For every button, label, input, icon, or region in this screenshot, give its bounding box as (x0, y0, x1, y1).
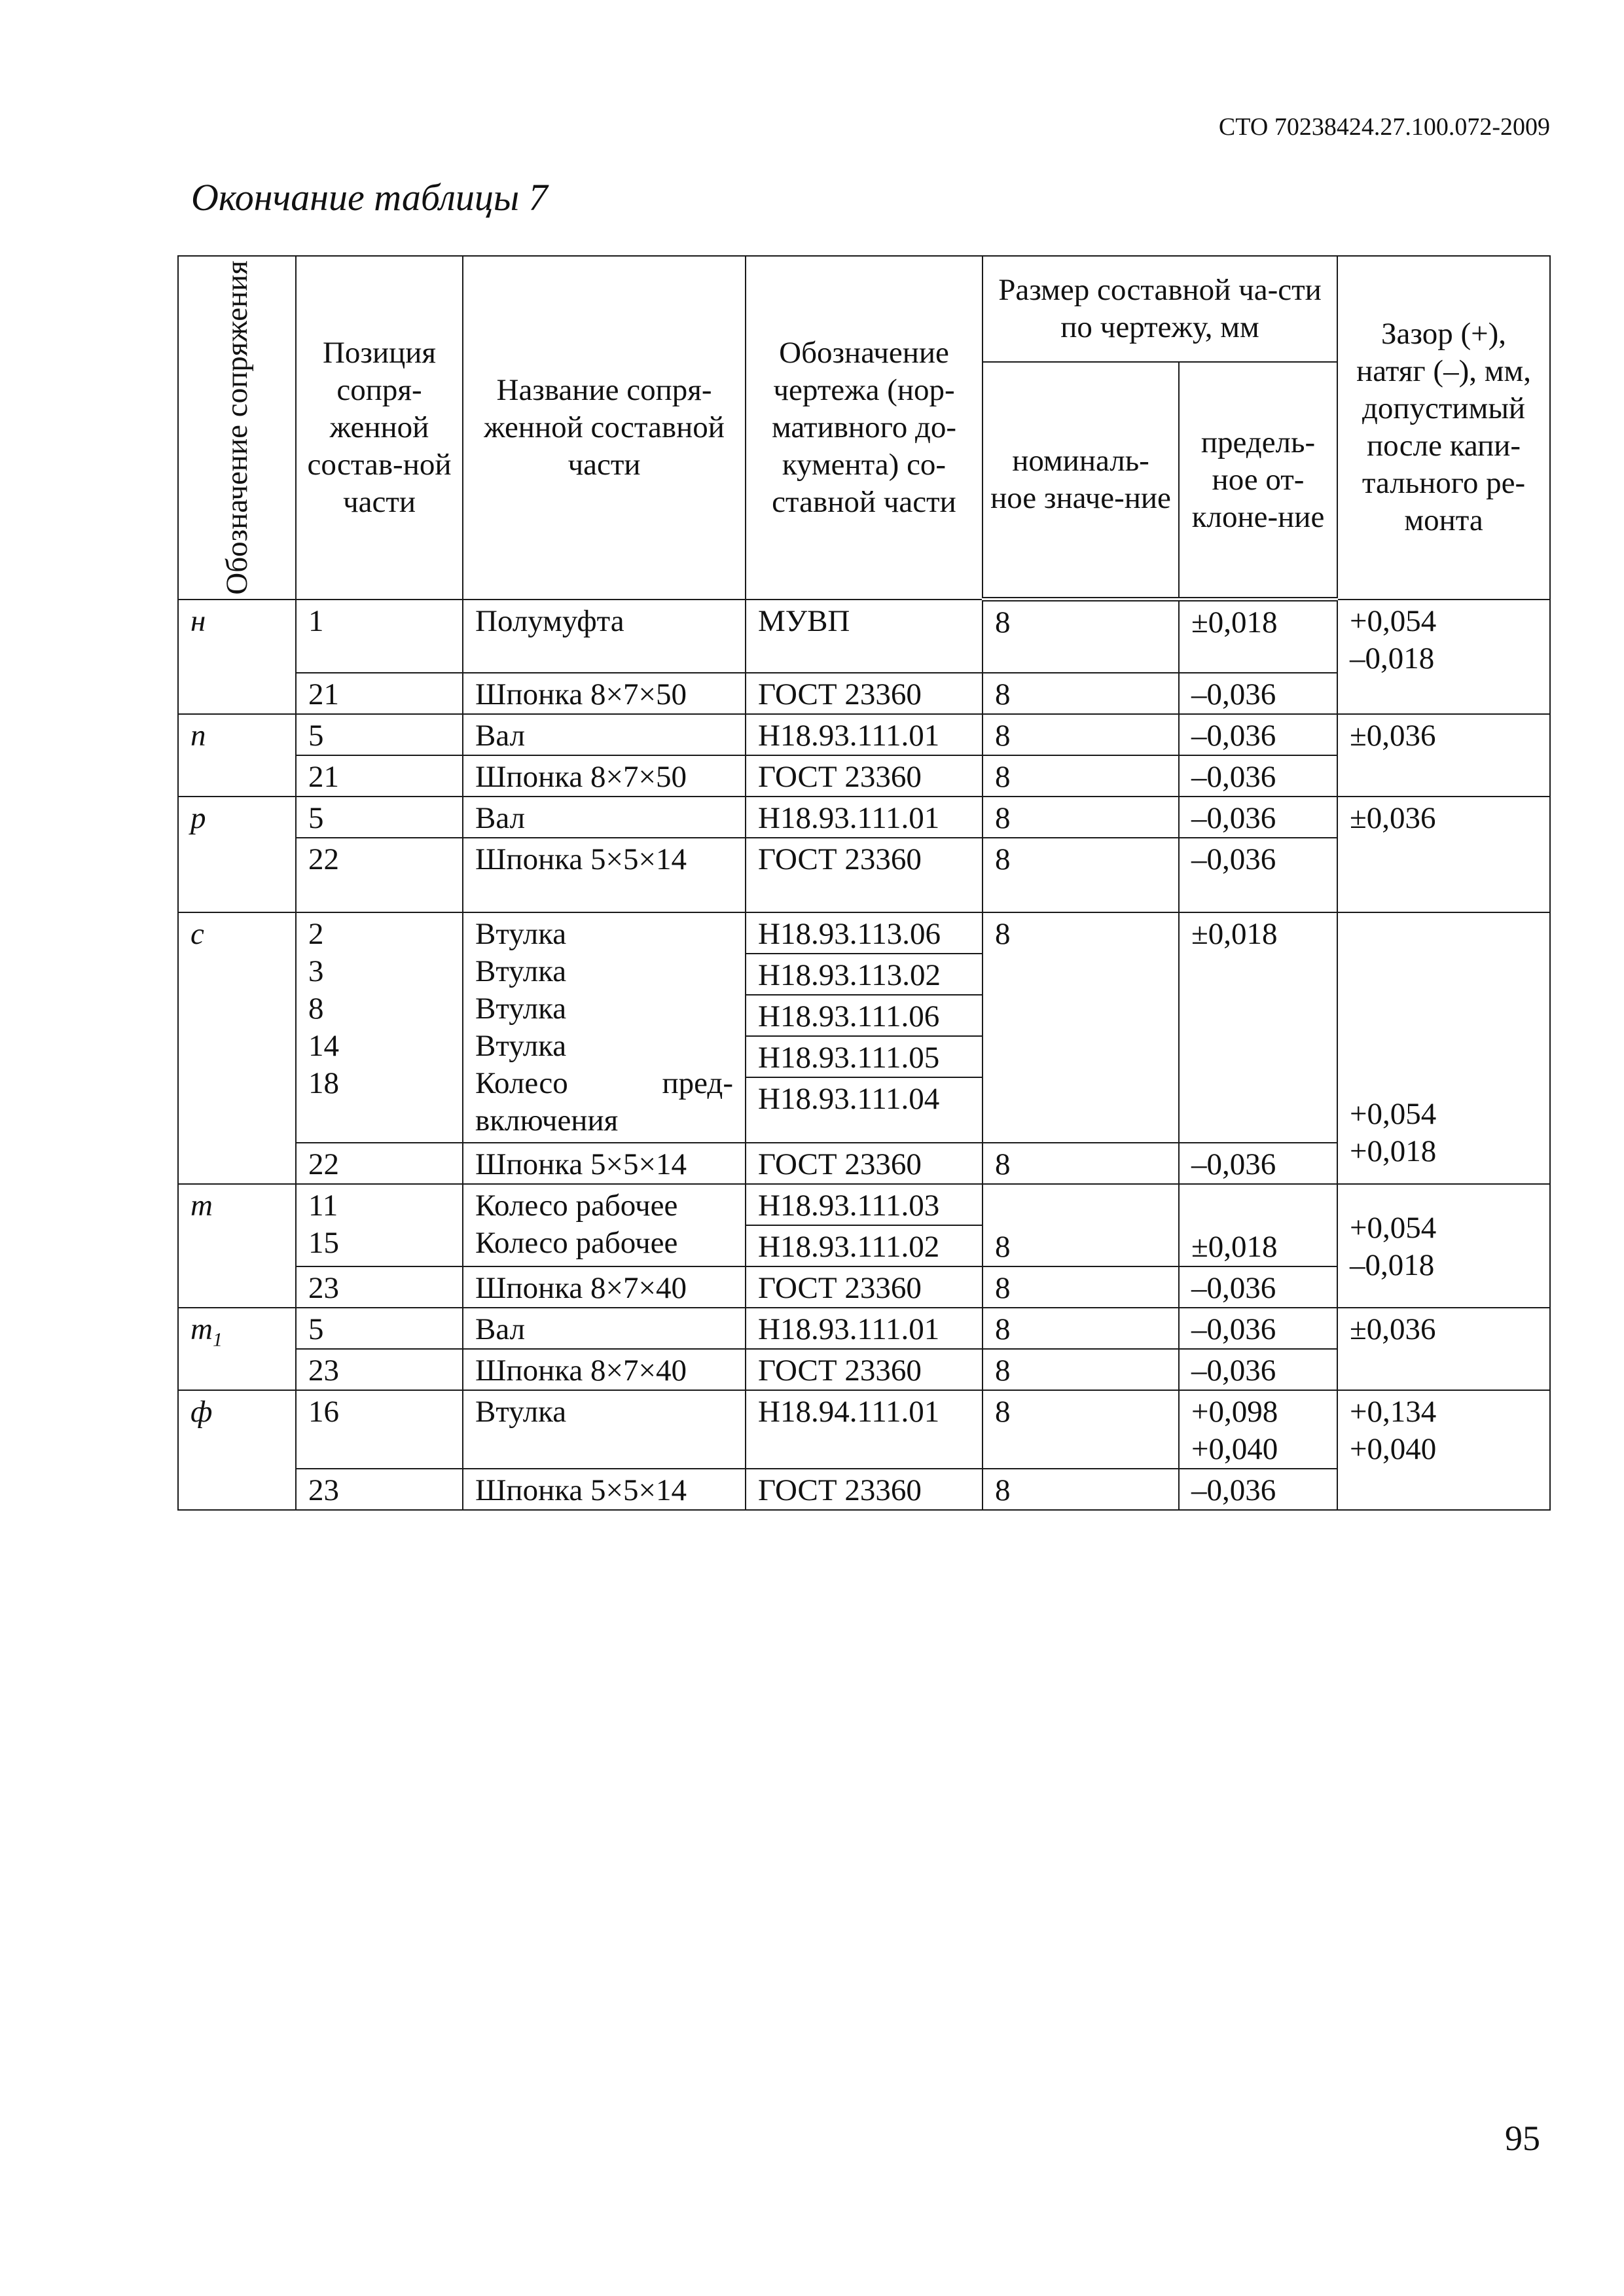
part-name-line: Втулка (475, 1028, 567, 1063)
part-name-cell: Шпонка 8×7×50 (463, 673, 746, 714)
document-code: СТО 70238424.27.100.072-2009 (1218, 113, 1550, 141)
drawing-cell: Н18.93.111.01 (746, 1308, 983, 1349)
nominal-cell: 8 (983, 1349, 1179, 1390)
mating-table-container (177, 255, 1549, 1511)
designation-letter: р (190, 800, 206, 835)
drawing-cell: ГОСТ 23360 (746, 1266, 983, 1308)
drawing-cell: Н18.93.111.03 (746, 1184, 983, 1225)
deviation-cell: –0,036 (1179, 673, 1337, 714)
deviation-cell: ±0,018 (1179, 912, 1337, 1143)
nominal-cell: 8 (983, 838, 1179, 912)
gap-cell: +0,134 +0,040 (1337, 1390, 1550, 1510)
gap-cell: +0,054 –0,018 (1337, 1184, 1550, 1308)
deviation-cell: –0,036 (1179, 838, 1337, 912)
position-cell: 5 (296, 714, 463, 755)
header-part-name: Название сопря-женной составной части (463, 256, 746, 600)
header-nominal: номиналь-ное значе-ние (983, 362, 1179, 600)
position-cell: 21 (296, 673, 463, 714)
nominal-cell: 8 (983, 1390, 1179, 1469)
designation-letter: с (190, 916, 204, 951)
deviation-cell: –0,036 (1179, 1469, 1337, 1510)
position-cell: 23 (296, 1266, 463, 1308)
gap-cell: ±0,036 (1337, 1308, 1550, 1390)
deviation-cell: –0,036 (1179, 1266, 1337, 1308)
position-cell: 5 (296, 797, 463, 838)
drawing-cell: Н18.93.113.02 (746, 954, 983, 995)
position-cell: 21 (296, 755, 463, 797)
header-position: Позиция сопря-женной состав-ной части (296, 256, 463, 600)
gap-cell: +0,054 –0,018 (1337, 600, 1550, 714)
table-body (178, 600, 1550, 1510)
header-drawing: Обозначение чертежа (нор-мативного до-кумента) со-ставной части (746, 256, 983, 600)
position-cell: 22 (296, 1143, 463, 1184)
designation-letter: т (190, 1188, 213, 1223)
part-name-cell: Шпонка 8×7×50 (463, 755, 746, 797)
drawing-cell: Н18.93.111.04 (746, 1077, 983, 1143)
position-cell: 5 (296, 1308, 463, 1349)
designation-cell (178, 912, 296, 1184)
position-cell: 23 (296, 1469, 463, 1510)
nominal-cell: 8 (983, 600, 1179, 673)
part-name-line: включения (475, 1103, 619, 1138)
deviation-cell: ±0,018 (1179, 600, 1337, 673)
table-row (178, 1184, 1550, 1225)
designation-cell (178, 1390, 296, 1510)
drawing-cell: Н18.93.113.06 (746, 912, 983, 954)
mating-table (177, 255, 1551, 1511)
deviation-cell: –0,036 (1179, 1308, 1337, 1349)
table-row (178, 1308, 1550, 1349)
nominal-cell: 8 (983, 673, 1179, 714)
drawing-cell: Н18.93.111.02 (746, 1225, 983, 1266)
drawing-cell: Н18.93.111.06 (746, 995, 983, 1036)
drawing-cell: ГОСТ 23360 (746, 838, 983, 912)
nominal-cell: 8 (983, 714, 1179, 755)
nominal-cell: 8 (983, 1266, 1179, 1308)
designation-letter: т (190, 1312, 213, 1346)
header-size-group: Размер составной ча-сти по чертежу, мм (983, 256, 1337, 362)
part-name-cell: Шпонка 8×7×40 (463, 1266, 746, 1308)
table-row (178, 912, 1550, 954)
gap-cell: ±0,036 (1337, 797, 1550, 912)
drawing-cell: Н18.93.111.01 (746, 797, 983, 838)
part-name-cell: Вал (463, 1308, 746, 1349)
designation-letter: п (190, 718, 206, 753)
drawing-cell: ГОСТ 23360 (746, 673, 983, 714)
part-name-word: пред- (662, 1066, 733, 1100)
deviation-cell: +0,098 +0,040 (1179, 1390, 1337, 1469)
deviation-cell: –0,036 (1179, 1349, 1337, 1390)
position-cell: 1 (296, 600, 463, 673)
table-row (178, 714, 1550, 755)
position-cell: 2 3 8 14 18 (296, 912, 463, 1143)
deviation-cell: –0,036 (1179, 797, 1337, 838)
part-name-cell: Вал (463, 714, 746, 755)
position-cell: 23 (296, 1349, 463, 1390)
deviation-cell: –0,036 (1179, 714, 1337, 755)
page-number: 95 (1505, 2119, 1540, 2158)
part-name-cell: Втулка (463, 1390, 746, 1469)
nominal-cell: 8 (983, 1308, 1179, 1349)
designation-letter: ф (190, 1394, 213, 1429)
position-cell: 11 15 (296, 1184, 463, 1266)
nominal-cell: 8 (983, 797, 1179, 838)
part-name-cell: Шпонка 5×5×14 (463, 838, 746, 912)
designation-cell (178, 600, 296, 714)
header-designation: Обозначение сопряжения (178, 256, 296, 600)
part-name-cell: Шпонка 5×5×14 (463, 1469, 746, 1510)
part-name-word: Колесо (475, 1066, 568, 1100)
designation-cell (178, 714, 296, 797)
part-name-line: Втулка (475, 916, 567, 951)
nominal-cell: 8 (983, 1469, 1179, 1510)
deviation-cell: ±0,018 (1179, 1184, 1337, 1266)
table-row (178, 600, 1550, 673)
position-cell: 22 (296, 838, 463, 912)
table-row (178, 1390, 1550, 1469)
designation-letter: н (190, 603, 206, 638)
part-name-line: Втулка (475, 991, 567, 1026)
gap-cell: +0,054 +0,018 (1337, 912, 1550, 1184)
designation-cell (178, 1308, 296, 1390)
part-name-cell: Шпонка 8×7×40 (463, 1349, 746, 1390)
designation-cell (178, 1184, 296, 1308)
drawing-cell: МУВП (746, 600, 983, 673)
drawing-cell: Н18.93.111.01 (746, 714, 983, 755)
deviation-cell: –0,036 (1179, 1143, 1337, 1184)
table-caption: Окончание таблицы 7 (191, 176, 548, 219)
drawing-cell: ГОСТ 23360 (746, 755, 983, 797)
drawing-cell: ГОСТ 23360 (746, 1469, 983, 1510)
drawing-cell: Н18.93.111.05 (746, 1036, 983, 1077)
gap-cell: ±0,036 (1337, 714, 1550, 797)
designation-cell (178, 797, 296, 912)
part-name-line (475, 1065, 733, 1102)
header-gap: Зазор (+), натяг (–), мм, допустимый после капи-тального ре-монта (1337, 256, 1550, 600)
part-name-cell: Колесо рабочее Колесо рабочее (463, 1184, 746, 1266)
deviation-cell: –0,036 (1179, 755, 1337, 797)
table-row (178, 797, 1550, 838)
nominal-cell: 8 (983, 1184, 1179, 1266)
drawing-cell: ГОСТ 23360 (746, 1143, 983, 1184)
position-cell: 16 (296, 1390, 463, 1469)
part-name-cell: Шпонка 5×5×14 (463, 1143, 746, 1184)
nominal-cell: 8 (983, 1143, 1179, 1184)
drawing-cell: Н18.94.111.01 (746, 1390, 983, 1469)
drawing-cell: ГОСТ 23360 (746, 1349, 983, 1390)
part-name-line: Втулка (475, 954, 567, 988)
part-name-cell: Вал (463, 797, 746, 838)
part-name-cell: Полумуфта (463, 600, 746, 673)
part-name-cell (463, 912, 746, 1143)
nominal-cell: 8 (983, 912, 1179, 1143)
header-deviation: предель-ное от-клоне-ние (1179, 362, 1337, 600)
nominal-cell: 8 (983, 755, 1179, 797)
designation-subscript: 1 (212, 1329, 223, 1351)
